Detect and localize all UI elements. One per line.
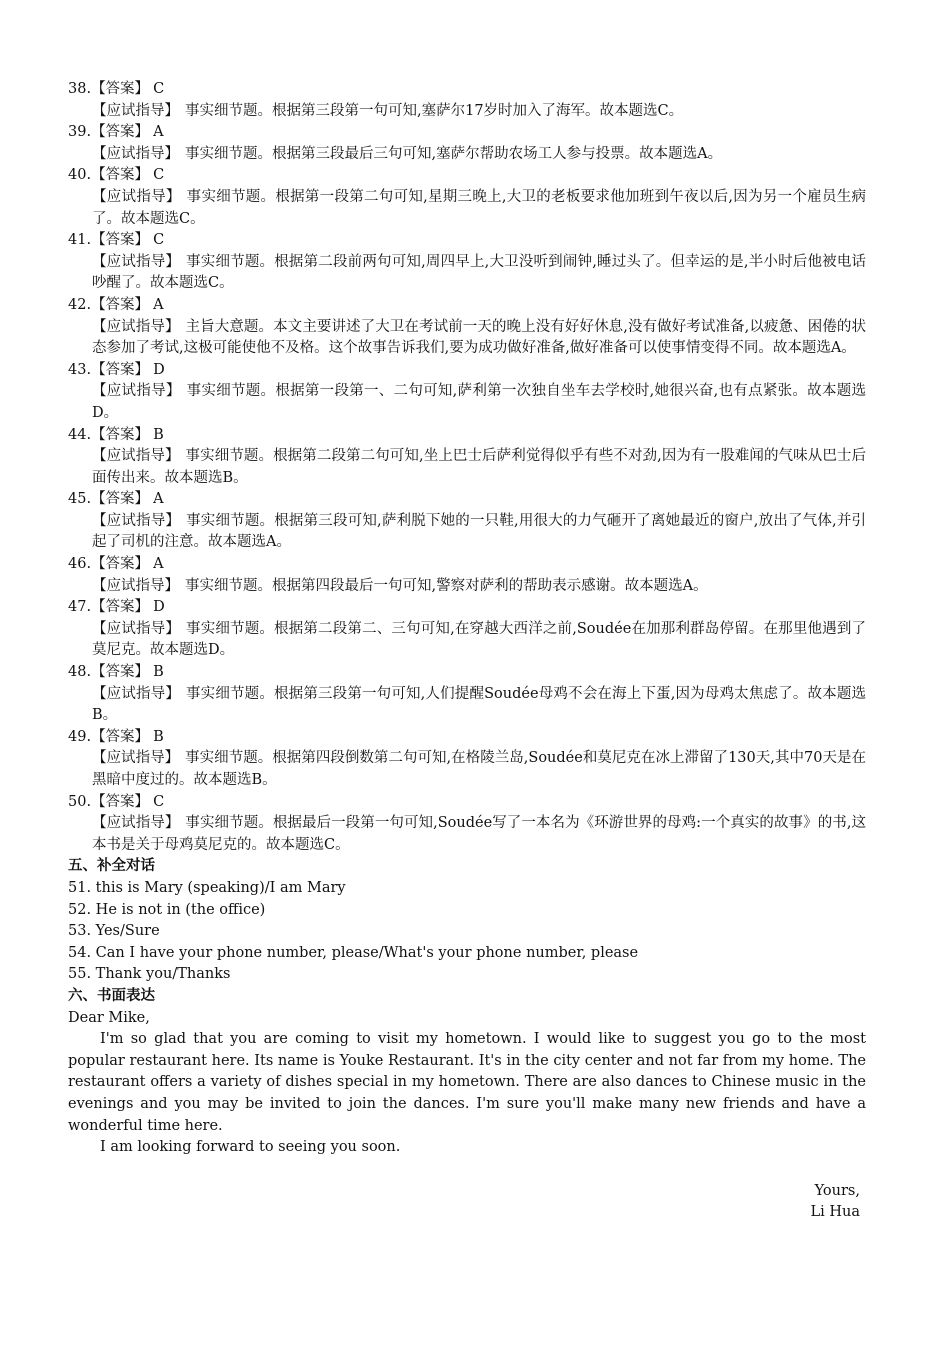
letter-salutation: Dear Mike, [68, 1009, 150, 1026]
guide-tag: 【应试指导】 [92, 145, 179, 162]
answer-tag: 【答案】 [91, 81, 150, 97]
answer-item [0, 79, 950, 122]
guide-tag: 【应试指导】 [92, 685, 180, 702]
dialogue-answer: 54. Can I have your phone number, please/What's your phone number, please [68, 944, 639, 961]
guide-text: 事实细节题。根据第一段第二句可知,星期三晚上,大卫的老板要求他加班到午夜以后,因为另一个雇员生病了。故本题选C。 [92, 188, 867, 227]
guide-line [92, 252, 866, 295]
answer-item [0, 165, 950, 230]
guide-tag: 【应试指导】 [92, 253, 181, 270]
question-number: 46. [68, 556, 92, 573]
answer-item [0, 662, 950, 727]
guide-tag: 【应试指导】 [92, 815, 180, 832]
answer-item [0, 727, 950, 792]
guide-text: 事实细节题。根据第四段最后一句可知,警察对萨利的帮助表示感谢。故本题选A。 [185, 577, 708, 594]
letter-closing-paragraph: I am looking forward to seeing you soon. [100, 1139, 401, 1156]
answer-line [68, 792, 950, 814]
guide-line [92, 748, 866, 791]
guide-line [92, 511, 866, 554]
guide-text: 事实细节题。根据第三段可知,萨利脱下她的一只鞋,用很大的力气砸开了离她最近的窗户,放出了气体,并引起了司机的注意。故本题选A。 [92, 512, 867, 551]
answer-choice: A [153, 124, 164, 141]
answer-tag: 【答案】 [91, 296, 150, 313]
guide-tag: 【应试指导】 [92, 620, 181, 637]
answer-item [0, 597, 950, 662]
section-dialogue [0, 856, 950, 986]
question-number: 48. [68, 664, 92, 681]
answer-item [0, 295, 950, 360]
answer-item [0, 792, 950, 857]
dialogue-answer: 53. Yes/Sure [68, 923, 160, 940]
guide-tag: 【应试指导】 [92, 512, 181, 529]
guide-line [92, 187, 866, 230]
question-number: 47. [68, 599, 92, 616]
guide-tag: 【应试指导】 [92, 102, 179, 119]
guide-tag: 【应试指导】 [92, 188, 181, 205]
answer-tag: 【答案】 [91, 232, 150, 249]
answer-tag: 【答案】 [91, 124, 150, 141]
answer-line [68, 295, 950, 317]
answer-item [0, 360, 950, 425]
question-number: 44. [68, 426, 92, 443]
answer-line [68, 489, 950, 511]
question-number: 39. [68, 124, 92, 141]
answer-choice: B [153, 664, 164, 681]
guide-text: 事实细节题。根据最后一段第一句可知,Soudée写了一本名为《环游世界的母鸡:一个真实的故事》的书,这本书是关于母鸡莫尼克的。故本题选C。 [92, 815, 867, 853]
answer-line [68, 662, 950, 684]
answer-tag: 【答案】 [91, 664, 150, 681]
letter [68, 1008, 866, 1224]
section-6-title: 六、书面表达 [68, 987, 155, 1004]
answer-line [68, 230, 950, 252]
answer-item [0, 230, 950, 295]
section-5-title: 五、补全对话 [68, 858, 155, 875]
question-number: 40. [68, 167, 92, 184]
guide-line [92, 144, 866, 166]
answer-line [68, 727, 950, 749]
answer-choice: A [153, 491, 164, 508]
answer-line [68, 122, 950, 144]
guide-line [92, 576, 866, 598]
answer-line [68, 597, 950, 619]
question-number: 38. [68, 81, 92, 97]
answer-tag: 【答案】 [91, 361, 150, 378]
answer-choice: C [153, 793, 165, 810]
guide-text: 事实细节题。根据第四段倒数第二句可知,在格陵兰岛,Soudée和莫尼克在冰上滞留了130天,其中70天是在黑暗中度过的。故本题选B。 [92, 750, 866, 788]
answer-tag: 【答案】 [91, 556, 150, 573]
answer-line [68, 360, 950, 382]
question-number: 41. [68, 232, 92, 249]
answer-choice: D [153, 599, 165, 616]
guide-tag: 【应试指导】 [92, 750, 180, 767]
answer-line [68, 554, 950, 576]
dialogue-answer: 52. He is not in (the office) [68, 901, 266, 918]
answer-choice: B [153, 728, 164, 745]
dialogue-answer: 51. this is Mary (speaking)/I am Mary [68, 879, 346, 896]
guide-line [92, 684, 866, 727]
question-number: 49. [68, 728, 92, 745]
answer-choice: C [153, 232, 165, 249]
guide-text: 事实细节题。根据第三段最后三句可知,塞萨尔帮助农场工人参与投票。故本题选A。 [185, 145, 723, 162]
answer-line [68, 165, 950, 187]
answer-line [68, 79, 950, 101]
guide-line [92, 619, 866, 662]
answer-choice: D [153, 361, 165, 378]
guide-tag: 【应试指导】 [92, 577, 179, 594]
letter-body-paragraph: I'm so glad that you are coming to visit my hometown. I would like to suggest you go to the most popular restaurant here. Its name is Youke Restaurant. It's in the city center and not far from my home. The restaurant offers a variety of dishes special in my hometown. There are also dances to Chinese music in the evenings and you may be invited to join the dances. I'm sure you'll make many new friends and have a wonderful time here. [68, 1031, 866, 1134]
answer-tag: 【答案】 [91, 599, 150, 616]
guide-line [92, 446, 866, 489]
question-number: 43. [68, 361, 92, 378]
letter-closing: Yours, [814, 1182, 860, 1199]
answer-choice: A [153, 296, 164, 313]
guide-text: 事实细节题。根据第二段前两句可知,周四早上,大卫没听到闹钟,睡过头了。但幸运的是,半小时后他被电话吵醒了。故本题选C。 [92, 253, 867, 292]
answer-choice: C [153, 81, 165, 97]
answer-tag: 【答案】 [91, 728, 150, 745]
answer-tag: 【答案】 [91, 426, 150, 443]
guide-text: 事实细节题。根据第三段第一句可知,人们提醒Soudée母鸡不会在海上下蛋,因为母鸡太焦虑了。故本题选B。 [92, 685, 866, 724]
guide-text: 事实细节题。根据第一段第一、二句可知,萨利第一次独自坐车去学校时,她很兴奋,也有点紧张。故本题选D。 [92, 383, 867, 421]
guide-text: 事实细节题。根据第二段第二、三句可知,在穿越大西洋之前,Soudée在加那利群岛停留。在那里他遇到了莫尼克。故本题选D。 [92, 620, 866, 659]
answer-tag: 【答案】 [91, 167, 150, 184]
guide-text: 事实细节题。根据第二段第二句可知,坐上巴士后萨利觉得似乎有些不对劲,因为有一股难闻的气味从巴士后面传出来。故本题选B。 [92, 448, 867, 486]
answer-choice: B [153, 426, 164, 443]
section-writing [0, 986, 950, 1224]
dialogue-answer: 55. Thank you/Thanks [68, 966, 231, 983]
guide-tag: 【应试指导】 [92, 318, 180, 335]
letter-signature: Li Hua [810, 1204, 860, 1221]
answer-tag: 【答案】 [91, 491, 150, 508]
guide-line [92, 381, 866, 424]
guide-tag: 【应试指导】 [92, 383, 181, 400]
guide-text: 事实细节题。根据第三段第一句可知,塞萨尔17岁时加入了海军。故本题选C。 [185, 102, 684, 119]
answer-item [0, 554, 950, 597]
answer-item [0, 489, 950, 554]
answer-choice: C [153, 167, 165, 184]
question-number: 42. [68, 296, 92, 313]
guide-line [92, 813, 866, 856]
guide-line [92, 317, 866, 360]
question-number: 50. [68, 793, 92, 810]
guide-tag: 【应试指导】 [92, 448, 180, 465]
guide-text: 主旨大意题。本文主要讲述了大卫在考试前一天的晚上没有好好休息,没有做好考试准备,以疲惫、困倦的状态参加了考试,这极可能使他不及格。这个故事告诉我们,要为成功做好准备,做好准备可以使事情变得不同。故本题选A。 [92, 318, 867, 357]
answer-item [0, 122, 950, 165]
answer-line [68, 425, 950, 447]
answer-choice: A [153, 556, 164, 573]
answer-tag: 【答案】 [91, 793, 150, 810]
answer-list [0, 79, 950, 856]
guide-line [92, 101, 866, 123]
question-number: 45. [68, 491, 92, 508]
answer-item [0, 425, 950, 490]
